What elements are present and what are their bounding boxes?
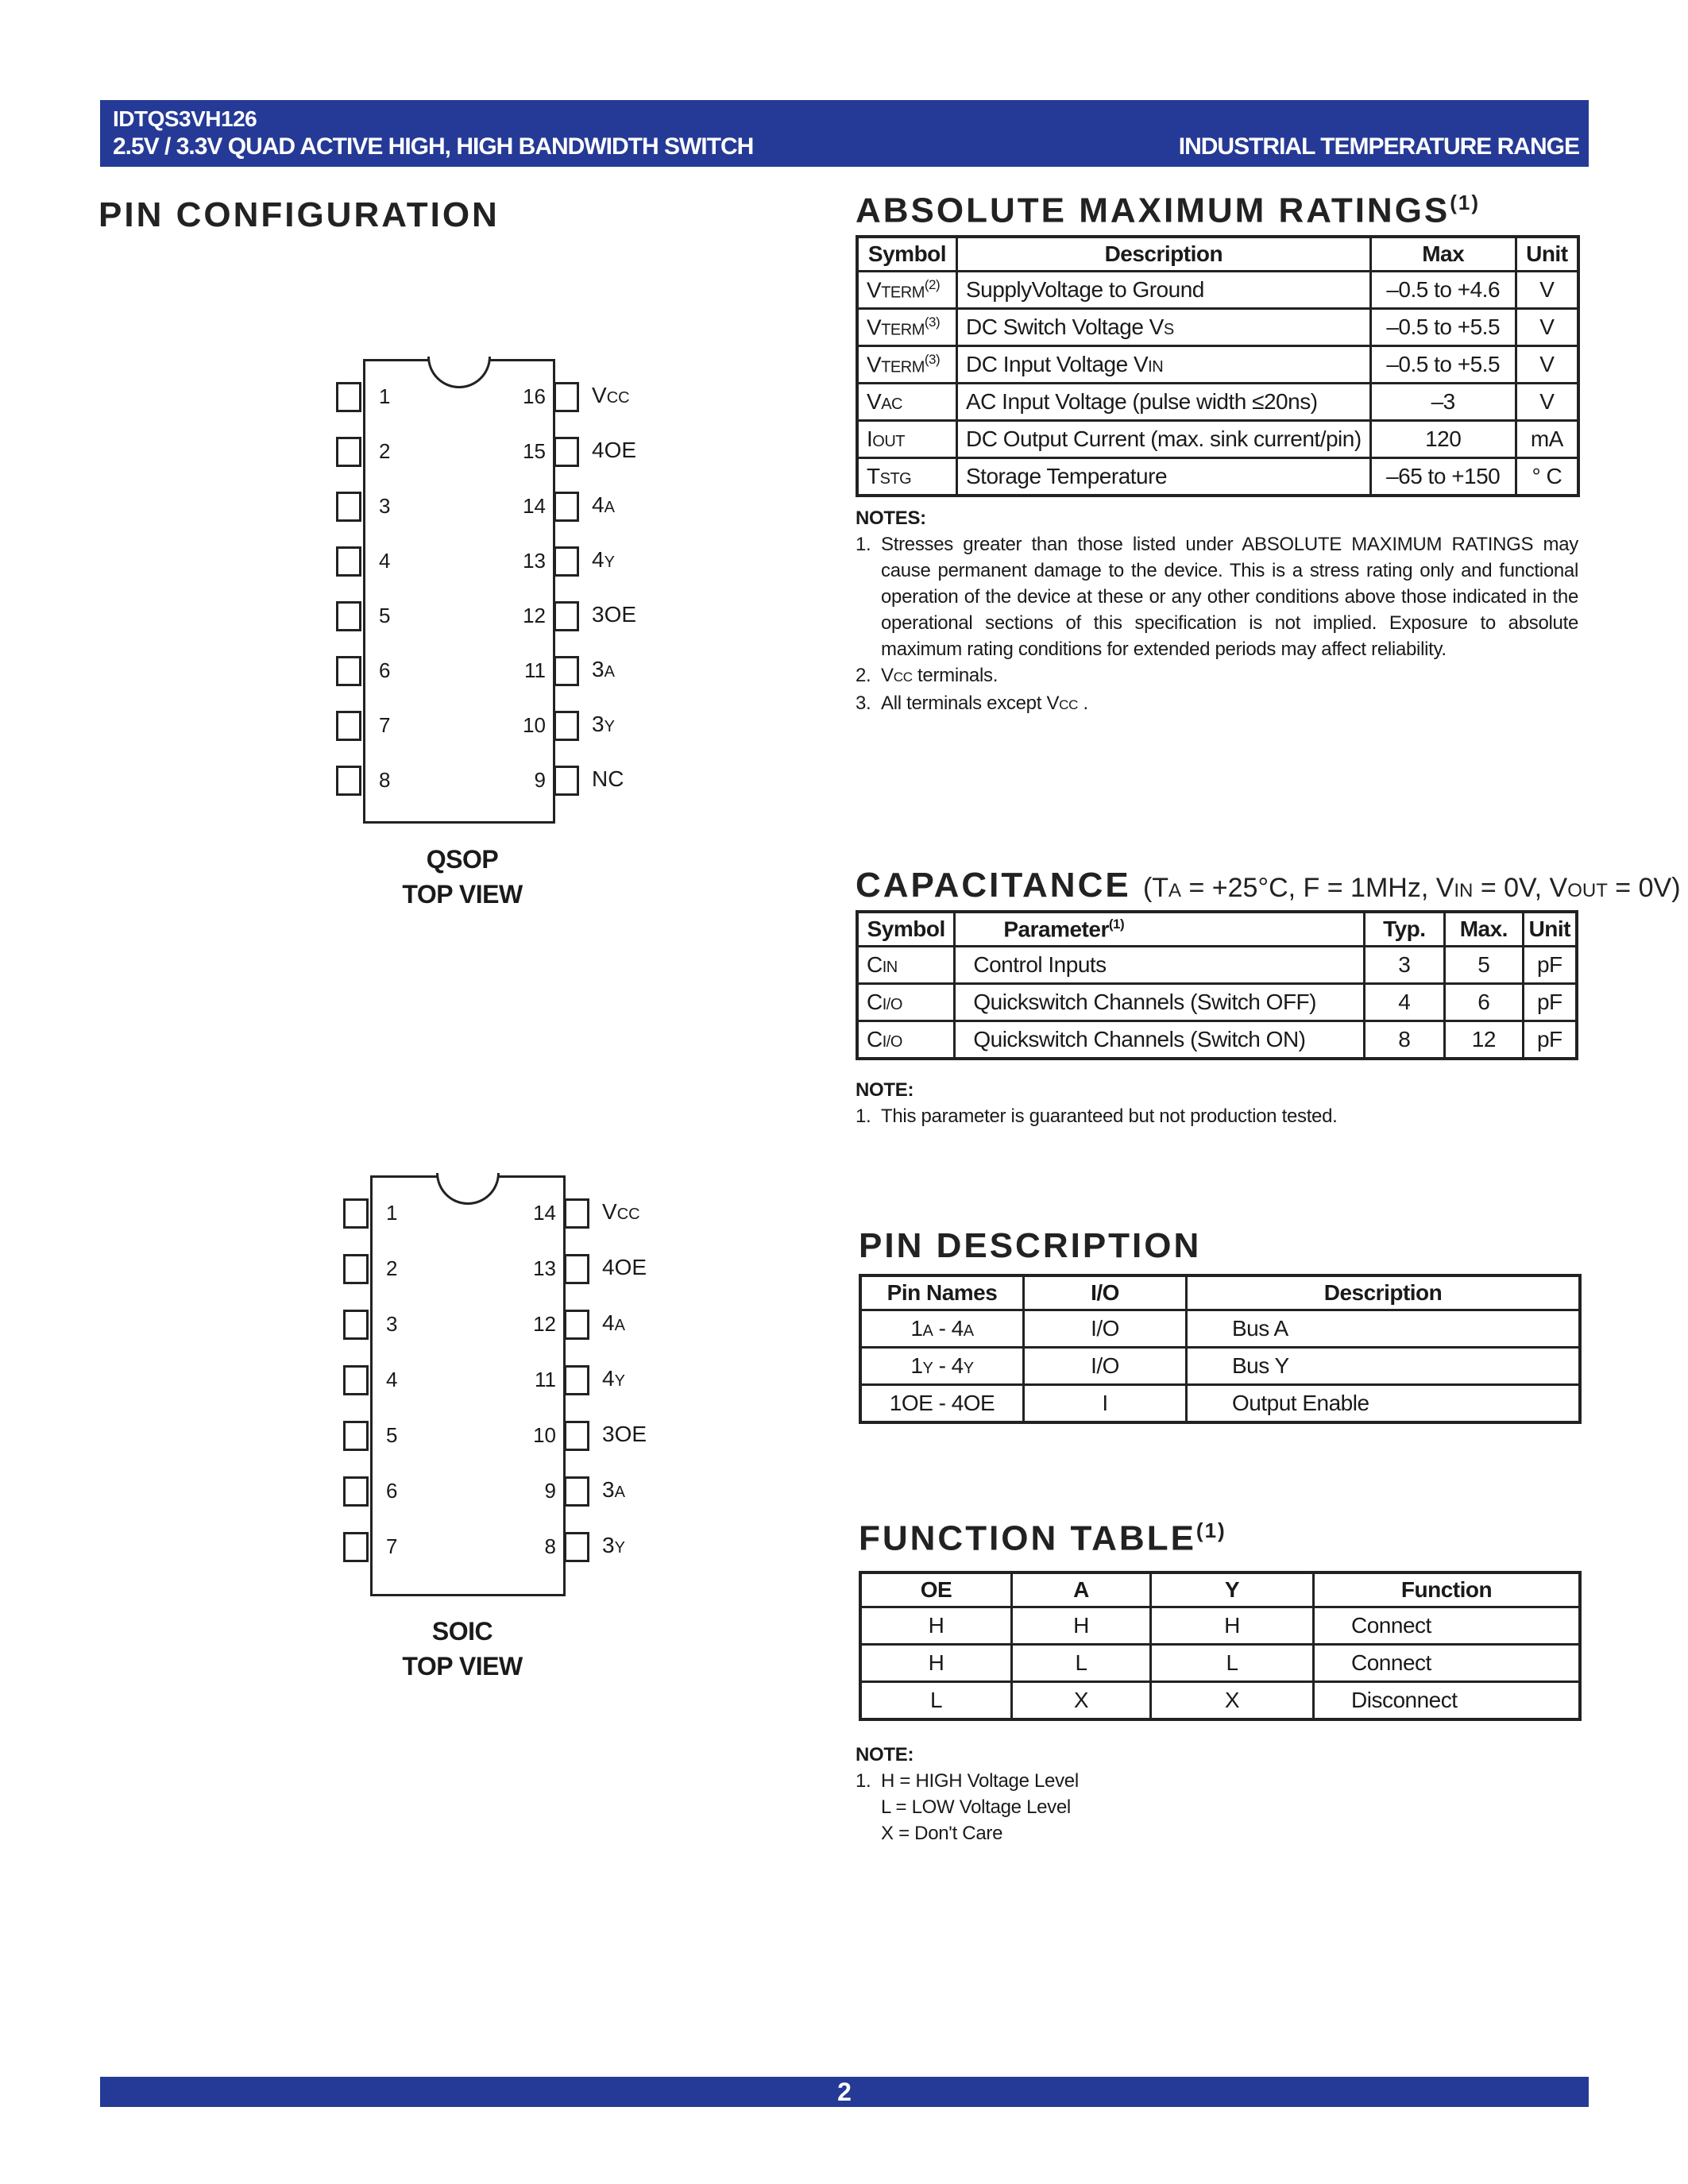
pin-label: NC — [592, 766, 624, 791]
pin-desc-header-names: Pin Names — [860, 1275, 1024, 1310]
pin-desc-description: Output Enable — [1187, 1385, 1581, 1423]
pin-10-lead — [564, 1421, 589, 1451]
subscript: CC — [606, 389, 630, 407]
abs-max-header-unit: Unit — [1516, 237, 1578, 272]
pin-number: 15 — [523, 439, 546, 463]
pin-desc-row — [860, 1348, 1580, 1385]
pin-number: 16 — [523, 384, 546, 408]
note-number: 2. — [856, 665, 871, 686]
note-tail: . — [1078, 693, 1088, 714]
abs-max-symbol: VTERM$^{(2)}$ — [857, 272, 957, 309]
subscript: Y — [963, 1360, 974, 1377]
pin-number: 8 — [379, 768, 391, 792]
abs-max-note-3 — [856, 690, 1578, 718]
abs-max-row — [857, 458, 1578, 496]
pin-number: 11 — [524, 658, 546, 682]
subscript: Y — [604, 718, 615, 735]
subscript: IN — [882, 959, 898, 976]
abs-max-unit: V — [1516, 272, 1578, 309]
cap-typ: 8 — [1364, 1021, 1445, 1059]
cap-header-parameter-text: Parameter — [1003, 916, 1109, 942]
temperature-range: INDUSTRIAL TEMPERATURE RANGE — [1178, 133, 1579, 160]
cond-sub: OUT — [1567, 880, 1608, 901]
function-table-note-1 — [856, 1768, 1578, 1846]
pin-15-lead — [554, 437, 579, 467]
note-text: This parameter is guaranteed but not production tested. — [881, 1106, 1338, 1127]
abs-max-notes-heading: NOTES: — [856, 507, 926, 529]
abs-max-row — [857, 384, 1578, 421]
ft-oe: H — [860, 1645, 1012, 1682]
function-table-title-note: (1) — [1196, 1518, 1226, 1542]
subscript: Y — [614, 1539, 625, 1557]
note-tail: terminals. — [912, 665, 999, 686]
pin-number: 5 — [386, 1423, 398, 1447]
pin-12-lead — [554, 601, 579, 631]
pin-label: 4A — [602, 1310, 625, 1335]
product-title: 2.5V / 3.3V QUAD ACTIVE HIGH, HIGH BANDWIDTH SWITCH — [113, 133, 754, 160]
pin-number: 10 — [523, 713, 546, 737]
abs-max-title — [856, 191, 1480, 231]
soic-label: SOIC — [431, 1617, 493, 1646]
chip-body — [363, 359, 555, 824]
abs-max-table — [856, 235, 1580, 497]
pin-label: 4OE — [592, 438, 637, 462]
function-table-note-heading: NOTE: — [856, 1744, 914, 1765]
note-subscript: CC — [1059, 697, 1079, 712]
function-table-title — [859, 1518, 1226, 1559]
abs-max-row — [857, 272, 1578, 309]
pin-7-lead — [343, 1532, 369, 1562]
cap-unit: pF — [1523, 947, 1577, 984]
subscript: Y — [614, 1372, 625, 1390]
abs-max-notes — [856, 505, 1578, 718]
cond-part: = 0V, V — [1473, 873, 1568, 903]
page-number: 2 — [837, 2078, 852, 2106]
cap-header-max: Max. — [1445, 912, 1523, 947]
pin-desc-row — [860, 1385, 1580, 1423]
pin-5-lead — [336, 601, 361, 631]
abs-max-value: –0.5 to +4.6 — [1370, 272, 1516, 309]
cap-symbol: CI/O — [857, 1021, 955, 1059]
pin-number: 12 — [533, 1312, 556, 1336]
symbol-subscript: OUT — [872, 433, 905, 450]
pin-number: 2 — [379, 439, 391, 463]
symbol-subscript: TERM — [881, 358, 925, 376]
abs-max-description: DC Input Voltage VIN — [957, 346, 1371, 384]
note-line: L = LOW Voltage Level — [881, 1796, 1071, 1818]
subscript: A — [963, 1322, 974, 1340]
cap-typ: 3 — [1364, 947, 1445, 984]
symbol-note: (3) — [924, 314, 941, 330]
subscript: Y — [922, 1360, 933, 1377]
pin-4-lead — [343, 1365, 369, 1395]
pin-desc-row — [860, 1310, 1580, 1348]
symbol-note: (2) — [924, 276, 941, 292]
pin-desc-description: Bus Y — [1187, 1348, 1581, 1385]
cond-part: (T — [1142, 873, 1169, 903]
pin-label: 4OE — [602, 1255, 647, 1279]
cap-max: 6 — [1445, 984, 1523, 1021]
pin-number: 1 — [379, 384, 391, 408]
abs-max-header-max: Max — [1370, 237, 1516, 272]
pin-label: 3OE — [592, 602, 637, 627]
subscript: S — [1163, 321, 1174, 338]
note-text: Stresses greater than those listed under ABSOLUTE MAXIMUM RATINGS may cause permanent damage to the device. This is a stress rating only and functional operation of the device at these or any other conditions above those indicated in the operational sections of this specification is not implied. Exposure to absolute maximum rating conditions for extended periods may affect reliability. — [881, 534, 1578, 660]
pin-number: 3 — [379, 494, 391, 518]
subscript: A — [614, 1484, 625, 1501]
symbol-subscript: STG — [879, 470, 912, 488]
function-table-row — [860, 1645, 1580, 1682]
subscript: A — [922, 1322, 933, 1340]
cap-symbol: CI/O — [857, 984, 955, 1021]
pin-label: 3A — [602, 1477, 625, 1502]
qsop-view-label — [343, 842, 581, 912]
pin-label: VCC — [602, 1199, 640, 1224]
pin-number: 3 — [386, 1312, 398, 1336]
cap-header-unit: Unit — [1523, 912, 1577, 947]
capacitance-row — [857, 1021, 1577, 1059]
abs-max-symbol: VAC — [857, 384, 957, 421]
pin-number: 8 — [544, 1534, 556, 1558]
pin-number: 7 — [386, 1534, 398, 1558]
pin-desc-table — [859, 1274, 1582, 1424]
symbol-subscript: TERM — [881, 284, 925, 302]
abs-max-header-description: Description — [957, 237, 1371, 272]
subscript: A — [604, 499, 615, 516]
abs-max-symbol: IOUT — [857, 421, 957, 458]
cap-header-symbol: Symbol — [857, 912, 955, 947]
note-text: V — [881, 665, 894, 686]
function-table-row — [860, 1607, 1580, 1645]
pin-1-lead — [343, 1198, 369, 1229]
pin-label: 4Y — [592, 547, 615, 572]
abs-max-unit: V — [1516, 309, 1578, 346]
abs-max-symbol: TSTG — [857, 458, 957, 496]
pin-number: 4 — [379, 549, 391, 573]
pin-number: 14 — [533, 1201, 556, 1225]
abs-max-header-symbol: Symbol — [857, 237, 957, 272]
abs-max-description: SupplyVoltage to Ground — [957, 272, 1371, 309]
abs-max-value: –65 to +150 — [1370, 458, 1516, 496]
cap-unit: pF — [1523, 984, 1577, 1021]
ft-a: H — [1012, 1607, 1151, 1645]
capacitance-note-heading: NOTE: — [856, 1079, 914, 1101]
pin-8-lead — [336, 766, 361, 796]
pin-2-lead — [343, 1254, 369, 1284]
pin-6-lead — [343, 1476, 369, 1507]
pin-number: 12 — [523, 604, 546, 627]
subscript: IN — [1148, 358, 1164, 376]
abs-max-unit: V — [1516, 384, 1578, 421]
pin-label: VCC — [592, 383, 630, 407]
abs-max-description: Storage Temperature — [957, 458, 1371, 496]
cap-header-typ: Typ. — [1364, 912, 1445, 947]
subscript: I/O — [882, 1033, 902, 1051]
pin-number: 6 — [386, 1479, 398, 1503]
pin-number: 14 — [523, 494, 546, 518]
pin-13-lead — [554, 546, 579, 577]
pin-6-lead — [336, 656, 361, 686]
subscript: A — [614, 1317, 625, 1334]
pin-number: 13 — [533, 1256, 556, 1280]
pin-9-lead — [554, 766, 579, 796]
ft-a: L — [1012, 1645, 1151, 1682]
cap-max: 5 — [1445, 947, 1523, 984]
pin-number: 6 — [379, 658, 391, 682]
cap-header-parameter — [955, 912, 1364, 947]
pin-2-lead — [336, 437, 361, 467]
subscript: A — [604, 663, 615, 681]
pin-5-lead — [343, 1421, 369, 1451]
part-number: IDTQS3VH126 — [113, 106, 257, 131]
note-line: H = HIGH Voltage Level — [881, 1770, 1079, 1792]
pin-label: 3Y — [592, 712, 615, 736]
ft-header-oe: OE — [860, 1572, 1012, 1607]
ft-header-function: Function — [1314, 1572, 1581, 1607]
pin-12-lead — [564, 1310, 589, 1340]
pin-13-lead — [564, 1254, 589, 1284]
abs-max-row — [857, 421, 1578, 458]
note-number: 3. — [856, 693, 871, 714]
note-number: 1. — [856, 1770, 871, 1792]
pin-number: 11 — [535, 1368, 556, 1391]
pin-number: 2 — [386, 1256, 398, 1280]
ft-function: Connect — [1314, 1645, 1581, 1682]
qsop-label: QSOP — [426, 845, 499, 874]
note-text: All terminals except V — [881, 693, 1060, 714]
subscript: Y — [604, 554, 615, 571]
pin-desc-io: I — [1024, 1385, 1187, 1423]
pin-8-lead — [564, 1532, 589, 1562]
pin-desc-title: PIN DESCRIPTION — [859, 1226, 1202, 1265]
pin-number: 7 — [379, 713, 391, 737]
pin-desc-header-io: I/O — [1024, 1275, 1187, 1310]
note-subscript: CC — [893, 669, 913, 685]
subscript: CC — [616, 1206, 640, 1223]
symbol-note: (3) — [924, 351, 941, 367]
abs-max-row — [857, 346, 1578, 384]
cap-parameter: Quickswitch Channels (Switch OFF) — [955, 984, 1364, 1021]
function-table-notes — [856, 1742, 1578, 1846]
capacitance-conditions — [1143, 873, 1681, 903]
ft-header-a: A — [1012, 1572, 1151, 1607]
ft-y: X — [1151, 1682, 1314, 1720]
pin-14-lead — [564, 1198, 589, 1229]
pin-desc-io: I/O — [1024, 1348, 1187, 1385]
pin-number: 9 — [544, 1479, 556, 1503]
pin-config-title: PIN CONFIGURATION — [98, 195, 500, 234]
abs-max-unit: ° C — [1516, 458, 1578, 496]
note-number: 1. — [856, 1106, 871, 1127]
note-line: X = Don't Care — [881, 1823, 1003, 1844]
ft-a: X — [1012, 1682, 1151, 1720]
subscript: I/O — [882, 996, 902, 1013]
abs-max-note-2 — [856, 662, 1578, 690]
function-table-row — [860, 1682, 1580, 1720]
pin-label: 3OE — [602, 1422, 647, 1446]
cap-header-parameter-note: (1) — [1108, 916, 1125, 932]
pin-14-lead — [554, 492, 579, 522]
pin-11-lead — [554, 656, 579, 686]
abs-max-unit: V — [1516, 346, 1578, 384]
cap-parameter: Control Inputs — [955, 947, 1364, 984]
pin-7-lead — [336, 711, 361, 741]
pin-label: 4A — [592, 492, 615, 517]
pin-desc-description: Bus A — [1187, 1310, 1581, 1348]
capacitance-table — [856, 910, 1578, 1060]
ft-y: H — [1151, 1607, 1314, 1645]
pin-label: 4Y — [602, 1366, 625, 1391]
pin-desc-header-description: Description — [1187, 1275, 1581, 1310]
pin-number: 9 — [534, 768, 546, 792]
note-number: 1. — [856, 534, 871, 555]
capacitance-row — [857, 947, 1577, 984]
pin-3-lead — [343, 1310, 369, 1340]
cond-sub: A — [1168, 880, 1182, 901]
qsop-top-view: TOP VIEW — [402, 880, 523, 909]
abs-max-description: AC Input Voltage (pulse width ≤20ns) — [957, 384, 1371, 421]
capacitance-title — [856, 866, 1681, 905]
pin-desc-names: 1A - 4A — [860, 1310, 1024, 1348]
abs-max-symbol: VTERM$^{(3)}$ — [857, 346, 957, 384]
cap-symbol: CIN — [857, 947, 955, 984]
ft-function: Disconnect — [1314, 1682, 1581, 1720]
cap-max: 12 — [1445, 1021, 1523, 1059]
abs-max-note-1 — [856, 531, 1578, 662]
pin-label: 3A — [592, 657, 615, 681]
abs-max-row — [857, 309, 1578, 346]
ft-oe: L — [860, 1682, 1012, 1720]
pin-16-lead — [554, 382, 579, 412]
function-table-title-text: FUNCTION TABLE — [859, 1518, 1196, 1558]
abs-max-value: –3 — [1370, 384, 1516, 421]
abs-max-title-note: (1) — [1450, 191, 1481, 214]
pin-9-lead — [564, 1476, 589, 1507]
capacitance-note-1 — [856, 1103, 1578, 1129]
pin-number: 13 — [523, 549, 546, 573]
soic-top-view: TOP VIEW — [402, 1652, 523, 1680]
pin-number: 4 — [386, 1368, 398, 1391]
cond-sub: IN — [1454, 880, 1474, 901]
pin-desc-names: 1OE - 4OE — [860, 1385, 1024, 1423]
ft-oe: H — [860, 1607, 1012, 1645]
pin-number: 1 — [386, 1201, 398, 1225]
cond-part: = 0V) — [1607, 873, 1681, 903]
pin-10-lead — [554, 711, 579, 741]
soic-view-label — [343, 1614, 581, 1684]
pin-11-lead — [564, 1365, 589, 1395]
capacitance-title-text: CAPACITANCE — [856, 866, 1131, 905]
abs-max-value: –0.5 to +5.5 — [1370, 309, 1516, 346]
abs-max-description: DC Switch Voltage VS — [957, 309, 1371, 346]
abs-max-value: –0.5 to +5.5 — [1370, 346, 1516, 384]
footer-band — [100, 2077, 1589, 2107]
abs-max-value: 120 — [1370, 421, 1516, 458]
abs-max-symbol: VTERM$^{(3)}$ — [857, 309, 957, 346]
pin-number: 10 — [533, 1423, 556, 1447]
capacitance-row — [857, 984, 1577, 1021]
cap-parameter: Quickswitch Channels (Switch ON) — [955, 1021, 1364, 1059]
pin-3-lead — [336, 492, 361, 522]
ft-function: Connect — [1314, 1607, 1581, 1645]
pin-number: 5 — [379, 604, 391, 627]
cap-typ: 4 — [1364, 984, 1445, 1021]
capacitance-notes — [856, 1077, 1578, 1129]
abs-max-unit: mA — [1516, 421, 1578, 458]
pin-4-lead — [336, 546, 361, 577]
pin-1-lead — [336, 382, 361, 412]
ft-y: L — [1151, 1645, 1314, 1682]
pin-desc-names: 1Y - 4Y — [860, 1348, 1024, 1385]
function-table — [859, 1571, 1582, 1721]
pin-label: 3Y — [602, 1533, 625, 1557]
abs-max-title-text: ABSOLUTE MAXIMUM RATINGS — [856, 191, 1450, 230]
symbol-subscript: TERM — [881, 321, 925, 339]
pin-desc-io: I/O — [1024, 1310, 1187, 1348]
header-band — [100, 100, 1589, 167]
cond-part: = +25°C, F = 1MHz, V — [1181, 873, 1454, 903]
abs-max-description: DC Output Current (max. sink current/pin) — [957, 421, 1371, 458]
ft-header-y: Y — [1151, 1572, 1314, 1607]
cap-unit: pF — [1523, 1021, 1577, 1059]
symbol-subscript: AC — [881, 396, 902, 413]
